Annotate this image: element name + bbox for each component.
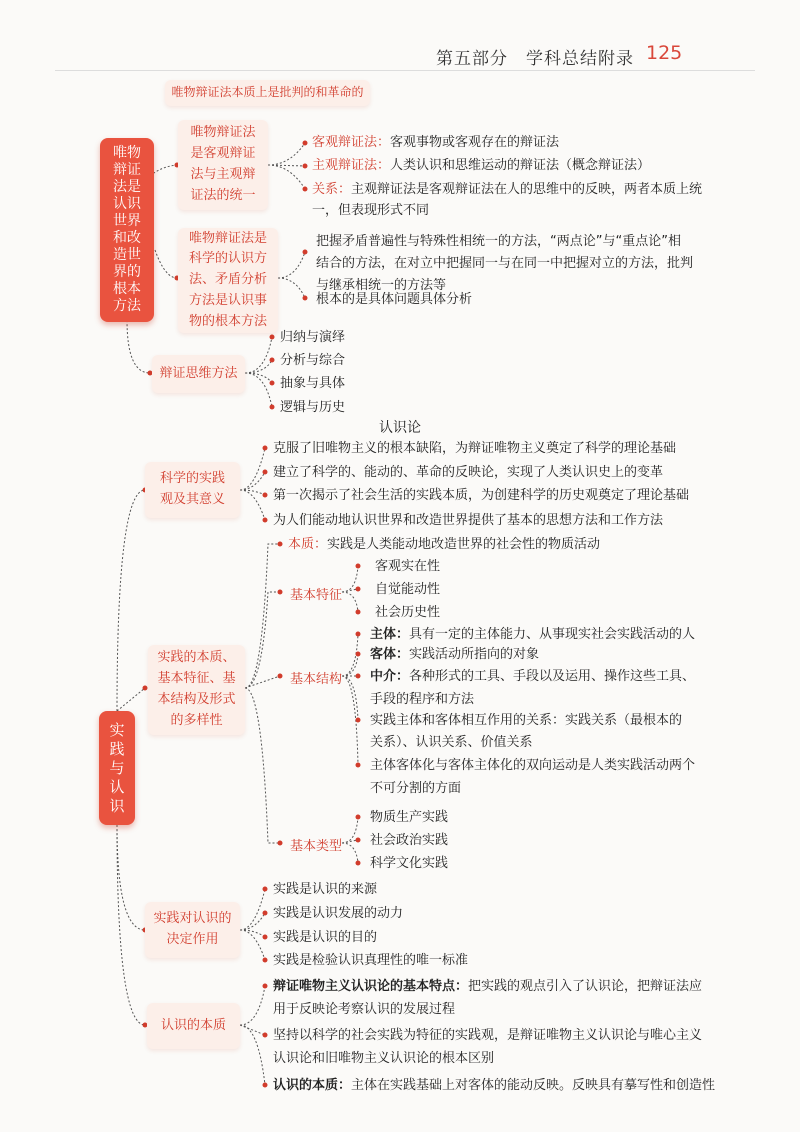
method-item-line1: 把握矛盾普遍性与特殊性相统一的方法，“两点论”与“重点论”相 — [316, 234, 681, 249]
thinking-item: 逻辑与历史 — [280, 400, 346, 415]
dialectics-relation-item: 关系：主观辩证法是客观辩证法在人的思维中的反映，两者本质上统 — [312, 182, 703, 197]
structure-relation-line1: 实践主体和客体相互作用的关系：实践关系（最根本的 — [370, 713, 683, 728]
practice-view-item: 为人们能动地认识世界和改造世界提供了基本的思想方法和工作方法 — [273, 513, 664, 528]
feature-item: 客观实在性 — [375, 559, 441, 574]
dialectics-top-note: 唯物辩证法本质上是批判的和革命的 — [165, 80, 370, 106]
subjective-dialectics-item: 主观辩证法：人类认识和思维运动的辩证法（概念辩证法） — [312, 158, 651, 173]
practice-decides-node: 实践对认识的决定作用 — [145, 902, 240, 958]
features-label: 基本特征 — [290, 588, 343, 603]
thinking-item: 分析与综合 — [280, 353, 346, 368]
type-item: 科学文化实践 — [370, 856, 449, 871]
thinking-item: 抽象与具体 — [280, 376, 346, 391]
feature-item: 自觉能动性 — [375, 582, 441, 597]
practice-view-item: 建立了科学的、能动的、革命的反映论，实现了人类认识史上的变革 — [273, 465, 664, 480]
method-item-line3: 与继承相统一的方法等 — [316, 278, 447, 293]
structure-relation-line2: 关系）、认识关系、价值关系 — [370, 735, 533, 750]
dialectics-node-method: 唯物辩证法是科学的认识方法、矛盾分析方法是认识事物的根本方法 — [178, 228, 278, 333]
epistemology-root-node: 实践与认识 — [99, 711, 135, 825]
structure-medium: 中介：各种形式的工具、手段以及运用、操作这些工具、 — [370, 669, 696, 684]
structure-label: 基本结构 — [290, 672, 343, 687]
practice-view-node: 科学的实践观及其意义 — [145, 462, 240, 518]
cognition-feature-item: 辩证唯物主义认识论的基本特点：把实践的观点引入了认识论，把辩证法应 — [273, 979, 703, 994]
cognition-essence-item: 认识的本质：主体在实践基础上对客体的能动反映。反映具有摹写性和创造性 — [273, 1078, 716, 1093]
structure-object: 客体：实践活动所指向的对象 — [370, 647, 540, 662]
dialectics-node-unity: 唯物辩证法是客观辩证法与主观辩证法的统一 — [178, 120, 268, 210]
dialectics-root-node: 唯物辩证法是认识世界和改造世界的根本方法 — [100, 138, 154, 322]
type-item: 物质生产实践 — [370, 810, 449, 825]
cognition-feature-cont: 用于反映论考察认识的发展过程 — [273, 1002, 456, 1017]
structure-movement-line2: 不可分割的方面 — [370, 781, 462, 796]
practice-view-item: 克服了旧唯物主义的根本缺陷，为辩证唯物主义奠定了科学的理论基础 — [273, 441, 677, 456]
types-label: 基本类型 — [290, 839, 343, 854]
cognition-distinction-line2: 认识论和旧唯物主义认识论的根本区别 — [273, 1051, 495, 1066]
practice-essence-item: 本质：实践是人类能动地改造世界的社会性的物质活动 — [288, 537, 601, 552]
dialectical-thinking-node: 辩证思维方法 — [152, 355, 245, 393]
practice-decides-item: 实践是检验认识真理性的唯一标准 — [273, 953, 469, 968]
cognition-essence-node: 认识的本质 — [147, 1003, 240, 1049]
practice-view-item: 第一次揭示了社会生活的实践本质，为创建科学的历史观奠定了理论基础 — [273, 488, 690, 503]
practice-decides-item: 实践是认识的目的 — [273, 930, 378, 945]
objective-dialectics-item: 客观辩证法：客观事物或客观存在的辩证法 — [312, 135, 560, 150]
practice-decides-item: 实践是认识的来源 — [273, 882, 378, 897]
structure-medium-cont: 手段的程序和方法 — [370, 692, 475, 707]
feature-item: 社会历史性 — [375, 605, 441, 620]
epistemology-section-title: 认识论 — [379, 420, 421, 436]
type-item: 社会政治实践 — [370, 833, 449, 848]
header-divider — [55, 70, 755, 71]
practice-essence-node: 实践的本质、基本特征、基本结构及形式的多样性 — [148, 645, 245, 735]
practice-decides-item: 实践是认识发展的动力 — [273, 906, 404, 921]
cognition-distinction-line1: 坚持以科学的社会实践为特征的实践观，是辩证唯物主义认识论与唯心主义 — [273, 1028, 703, 1043]
structure-movement-line1: 主体客体化与客体主体化的双向运动是人类实践活动两个 — [370, 758, 696, 773]
thinking-item: 归纳与演绎 — [280, 330, 346, 345]
method-item-root: 根本的是具体问题具体分析 — [316, 292, 473, 307]
method-item-line2: 结合的方法，在对立中把握同一与在同一中把握对立的方法，批判 — [316, 256, 694, 271]
dialectics-relation-cont: 一，但表现形式不同 — [312, 203, 430, 218]
page-number: 125 — [646, 42, 683, 64]
structure-subject: 主体：具有一定的主体能力、从事现实社会实践活动的人 — [370, 627, 696, 642]
page-header-title: 第五部分 学科总结附录 — [436, 49, 634, 69]
